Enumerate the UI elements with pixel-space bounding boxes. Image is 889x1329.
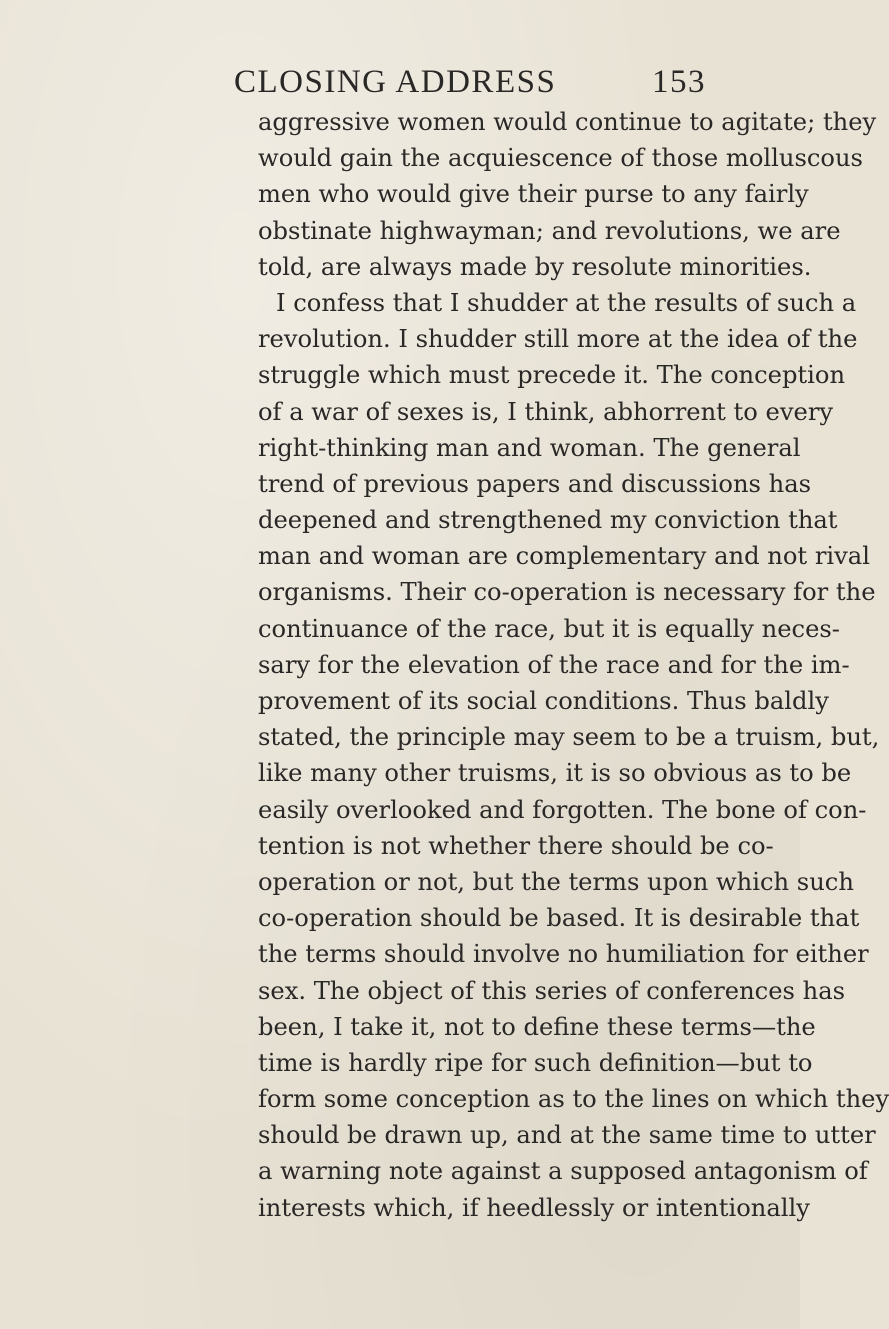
- text-line: sex. The object of this series of conferences has: [258, 976, 846, 1005]
- text-line: deepened and strengthened my conviction that: [258, 506, 838, 535]
- text-line: time is hardly ripe for such definition—but to: [258, 1048, 813, 1077]
- text-line: aggressive women would continue to agitate; they: [258, 108, 877, 136]
- text-line: form some conception as to the lines on which they: [258, 1085, 889, 1114]
- text-line: sary for the elevation of the race and for the im-: [258, 650, 850, 679]
- running-head: [234, 64, 706, 104]
- text-line: of a war of sexes is, I think, abhorrent to every: [258, 397, 834, 426]
- text-line: told, are always made by resolute minorities.: [258, 252, 812, 281]
- text-line: right-thinking man and woman. The general: [258, 433, 801, 462]
- text-line: easily overlooked and forgotten. The bone of con-: [258, 795, 867, 824]
- text-line: interests which, if heedlessly or intentionally: [258, 1193, 810, 1222]
- text-line: men who would give their purse to any fairly: [258, 180, 809, 209]
- text-line: the terms should involve no humiliation for either: [258, 940, 869, 969]
- text-line: trend of previous papers and discussions has: [258, 469, 812, 498]
- page-number: 153: [652, 64, 706, 100]
- text-line: tention is not whether there should be co-: [258, 831, 774, 860]
- text-line: should be drawn up, and at the same time to utter: [258, 1121, 876, 1150]
- text-line: been, I take it, not to define these terms—the: [258, 1012, 816, 1041]
- text-line: provement of its social conditions. Thus baldly: [258, 687, 829, 715]
- text-line: revolution. I shudder still more at the idea of the: [258, 325, 858, 354]
- text-line: struggle which must precede it. The conception: [258, 361, 846, 390]
- text-line: organisms. Their co-operation is necessary for the: [258, 578, 876, 607]
- text-line: I confess that I shudder at the results of such a: [276, 288, 857, 317]
- text-line: continuance of the race, but it is equally neces-: [258, 614, 840, 643]
- text-line: like many other truisms, it is so obvious as to be: [258, 759, 852, 788]
- running-head-title: CLOSING ADDRESS: [234, 64, 557, 100]
- text-line: operation or not, but the terms upon which such: [258, 867, 854, 896]
- body-text: [258, 104, 889, 1226]
- text-line: co-operation should be based. It is desirable that: [258, 904, 860, 933]
- text-line: obstinate highwayman; and revolutions, we are: [258, 216, 841, 245]
- text-line: a warning note against a supposed antagonism of: [258, 1157, 868, 1186]
- text-line: stated, the principle may seem to be a truism, but,: [258, 723, 880, 752]
- text-line: would gain the acquiescence of those molluscous: [258, 144, 863, 173]
- text-line: man and woman are complementary and not rival: [258, 542, 870, 571]
